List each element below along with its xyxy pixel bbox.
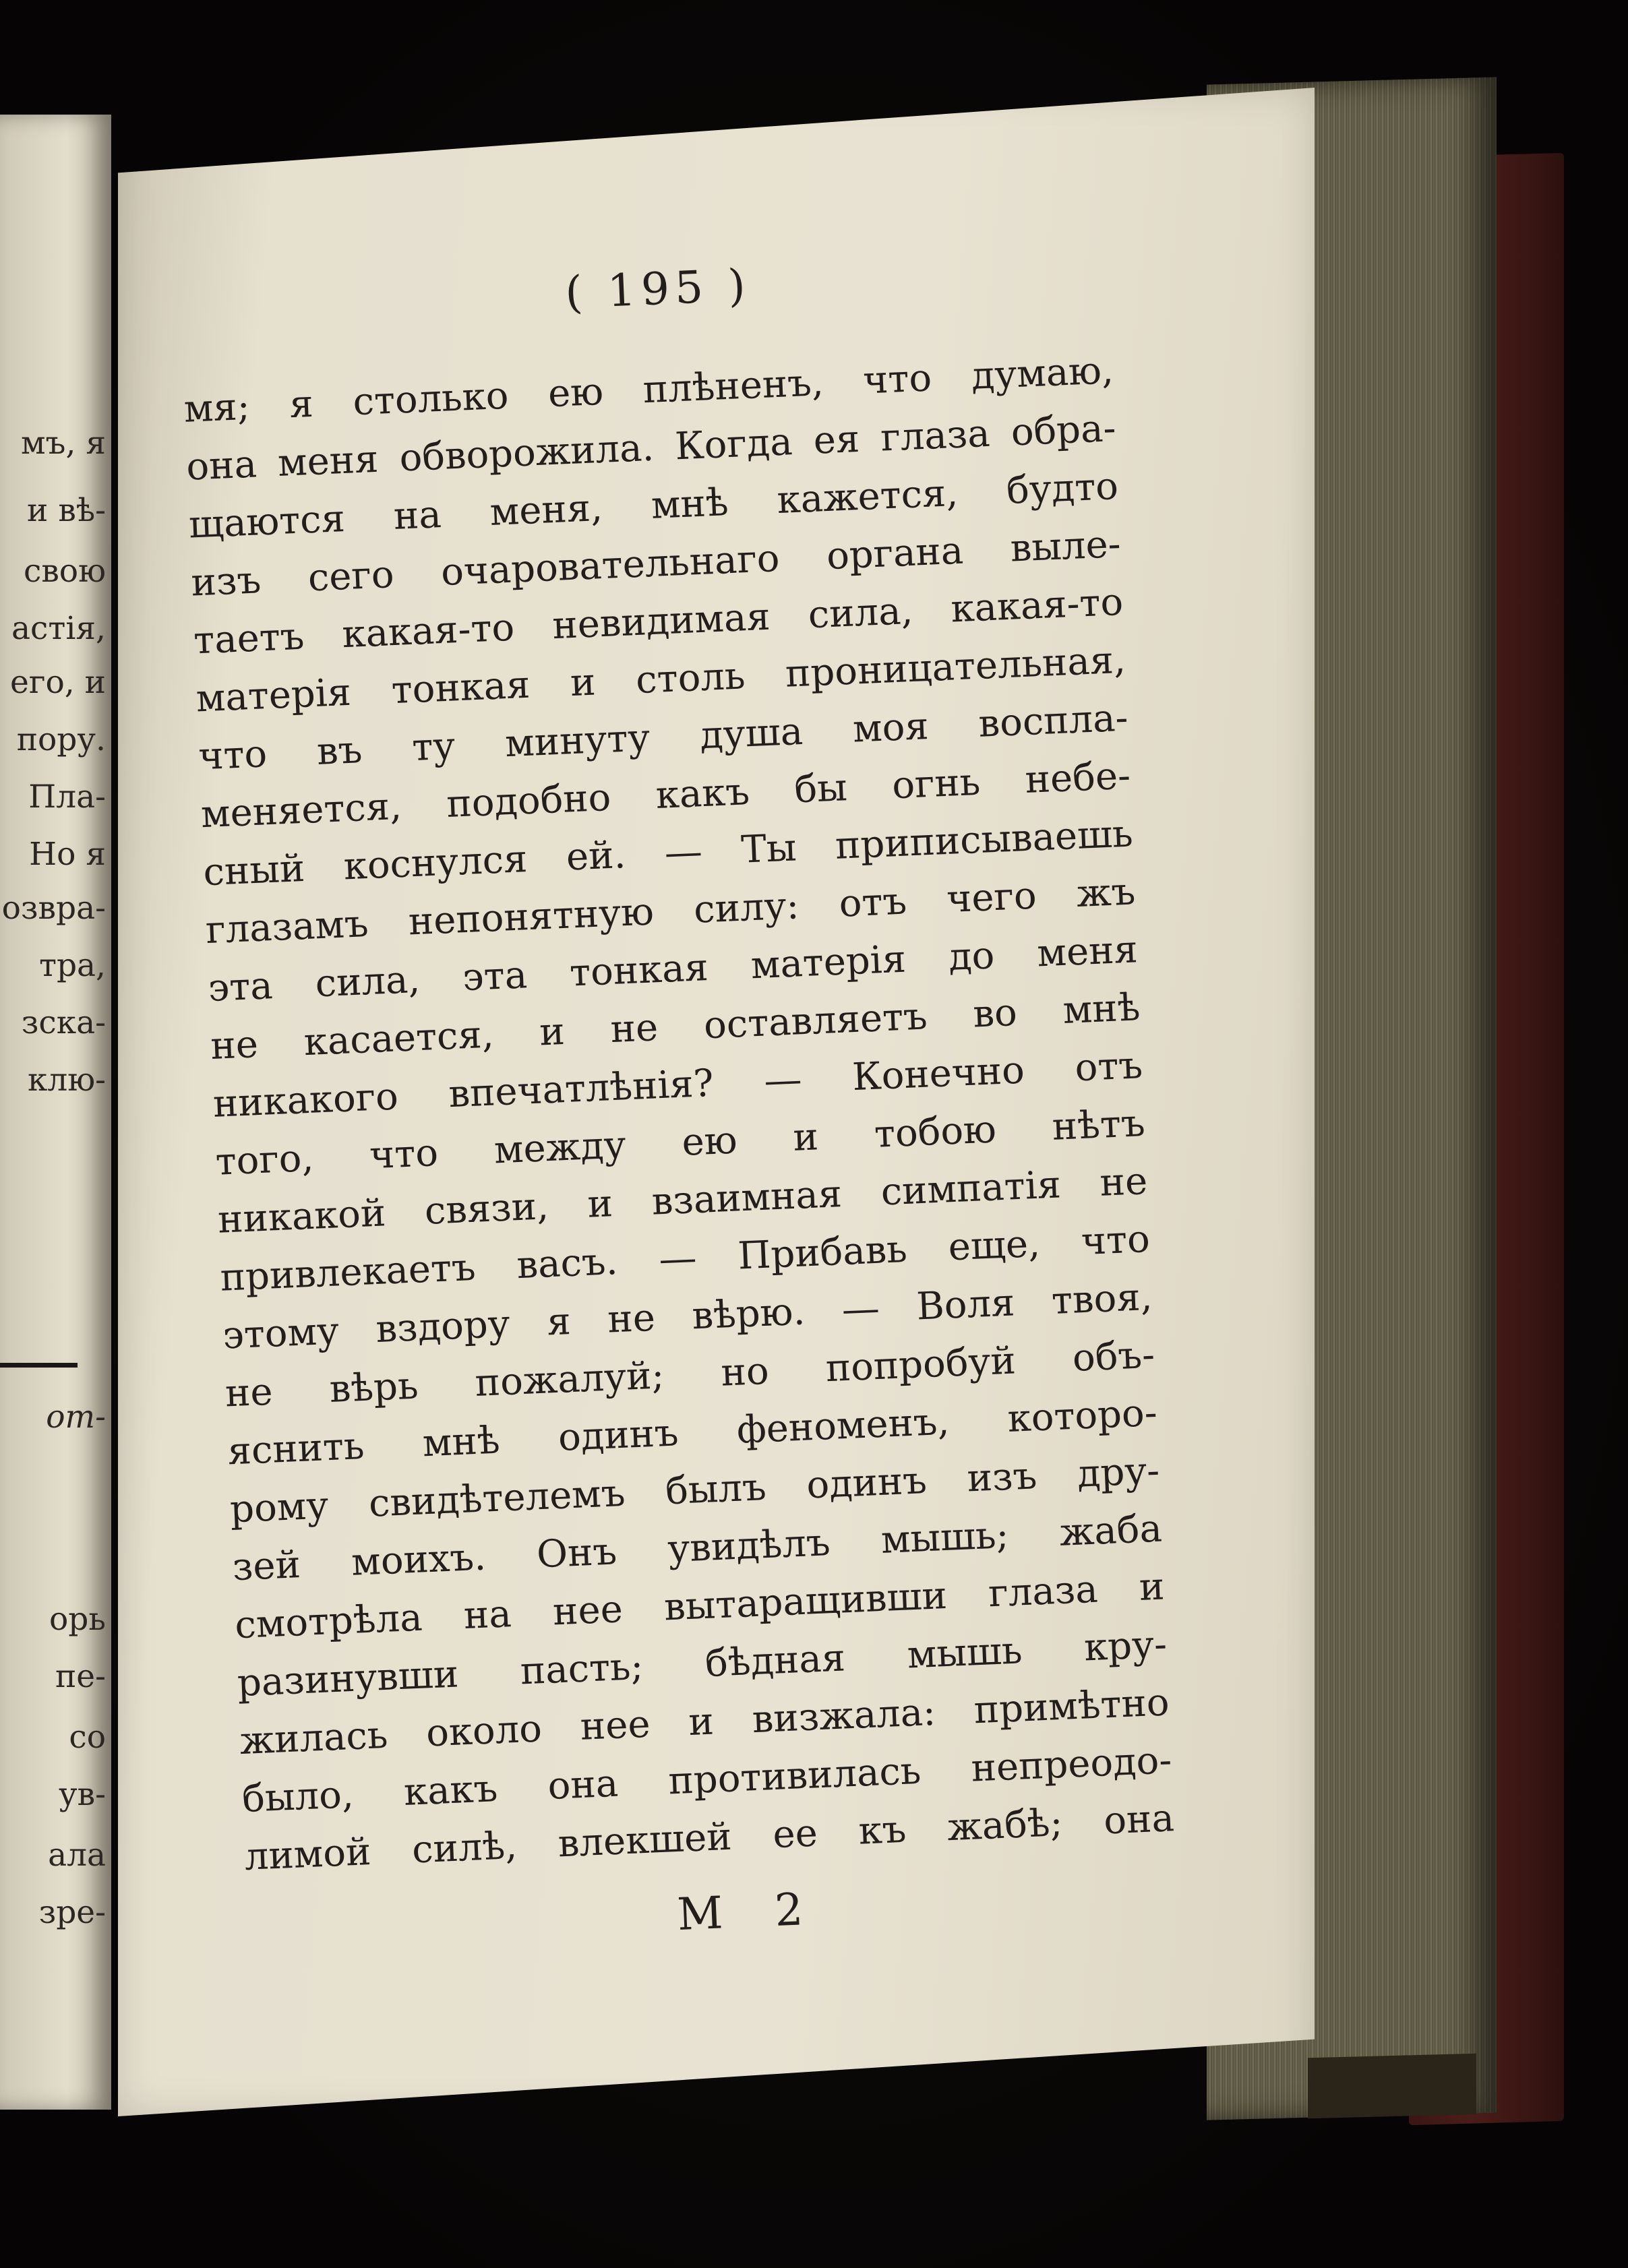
left-fragment: со — [69, 1719, 106, 1756]
text-line: яснить мнѣ одинъ феноменъ, которо- — [227, 1390, 1158, 1474]
text-line: лимой силѣ, влекшей ее къ жабѣ; она — [243, 1796, 1176, 1879]
left-fragment: свою — [24, 553, 106, 590]
left-fragment: и вѣ- — [27, 492, 106, 529]
text-line: щаются на меня, мнѣ кажется, будто — [187, 464, 1120, 547]
text-line: матерія тонкая и столь проницательная, — [195, 638, 1127, 721]
left-fragment: зре- — [38, 1894, 106, 1931]
page-number: ( 195 ) — [564, 259, 752, 319]
left-fragment: от- — [46, 1399, 106, 1436]
text-line: не вѣрь пожалуй; но попробуй объ- — [224, 1332, 1156, 1416]
left-fragment: астія, — [11, 610, 106, 647]
text-line: меняется, подобно какъ бы огнь небе- — [200, 754, 1132, 837]
text-line: что въ ту минуту душа моя воспла- — [198, 696, 1129, 779]
left-fragment: ала — [48, 1837, 106, 1874]
text-line: зей моихъ. Онъ увидѣлъ мышь; жаба — [231, 1506, 1164, 1590]
left-fragment: орь — [49, 1601, 106, 1638]
left-fragment: его, и — [10, 664, 106, 701]
text-line: глазамъ непонятную силу: отъ чего жъ — [204, 869, 1137, 953]
left-fragment: пе- — [55, 1658, 106, 1695]
left-fragment: Пла- — [28, 778, 106, 816]
text-line: смотрѣла на нее вытаращивши глаза и — [234, 1564, 1166, 1648]
text-line: никакого впечатлѣнія? — Конечно отъ — [212, 1043, 1144, 1126]
text-line: рому свидѣтелемъ былъ одинъ изъ дру- — [229, 1448, 1161, 1532]
left-page-fragment — [0, 115, 111, 2110]
page-text-block — [179, 244, 1178, 1959]
text-line: разинувши пасть; бѣдная мышь кру- — [236, 1622, 1168, 1706]
text-line: сный коснулся ей. — Ты приписываешь — [202, 811, 1134, 895]
text-line: жилась около нее и визжала: примѣтно — [239, 1680, 1170, 1764]
left-fragment: ув- — [59, 1776, 106, 1813]
signature-mark: M 2 — [676, 1882, 823, 1941]
text-line: того, что между ею и тобою нѣтъ — [214, 1101, 1146, 1184]
text-line: не касается, и не оставляетъ во мнѣ — [210, 985, 1141, 1068]
left-fragment: зска- — [21, 1004, 106, 1041]
left-fragment: озвра- — [1, 890, 106, 927]
page-block-bottom — [1308, 2054, 1476, 2119]
left-fragment: мъ, я — [21, 425, 106, 462]
text-line: привлекаетъ васъ. — Прибавь еще, что — [219, 1217, 1151, 1300]
text-line: мя; я столько ею плѣненъ, что думаю, — [183, 348, 1115, 431]
left-fragment: пору. — [16, 721, 106, 758]
left-fragment: Но я — [29, 836, 106, 873]
text-line: этому вздору я не вѣрю. — Воля твоя, — [222, 1275, 1153, 1358]
left-page-rule — [0, 1363, 78, 1368]
left-fragment: тра, — [38, 947, 106, 984]
left-fragment: клю- — [27, 1062, 106, 1099]
text-line: эта сила, эта тонкая матерія до меня — [207, 927, 1139, 1011]
text-line: таетъ какая-то невидимая сила, какая-то — [192, 580, 1124, 663]
text-line: никакой связи, и взаимная симпатія не — [216, 1159, 1149, 1242]
text-line: было, какъ она противилась непреодо- — [241, 1738, 1173, 1821]
text-line: она меня обворожила. Когда ея глаза обра- — [185, 406, 1117, 489]
text-line: изъ сего очаровательнаго органа выле- — [190, 522, 1122, 605]
